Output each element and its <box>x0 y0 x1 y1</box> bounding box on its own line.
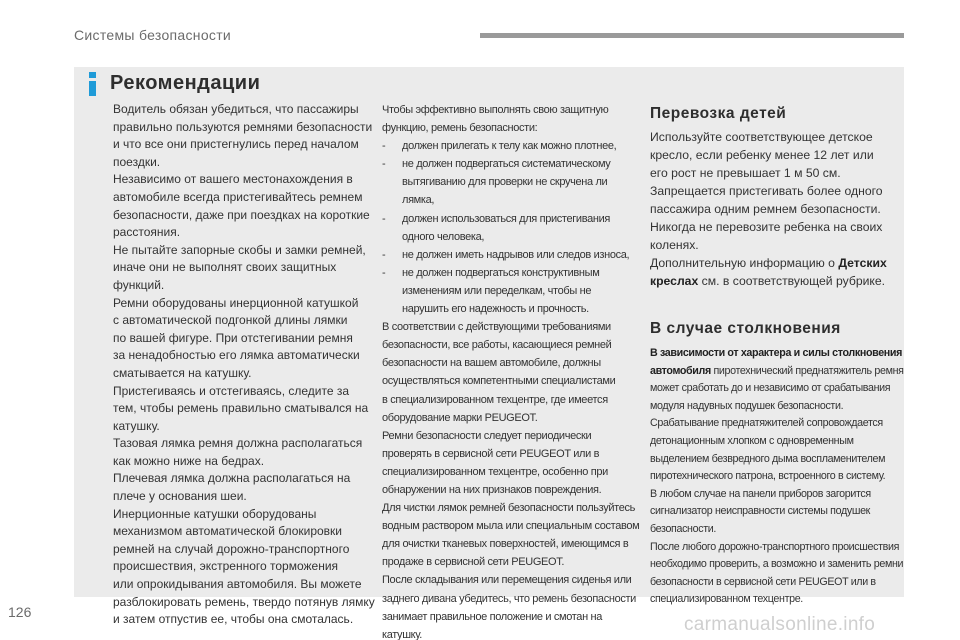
paragraph-line: или опрокидывания автомобиля. Вы можете <box>113 577 362 592</box>
paragraph-line: Запрещается пристегивать более одного <box>650 184 883 198</box>
paragraph-line: Водитель обязан убедиться, что пассажиры <box>113 102 359 116</box>
collision-line: специализированном техцентре. <box>650 593 803 606</box>
paragraph-line: осуществляться компетентными специалистами <box>382 375 616 388</box>
paragraph-line: происшествия, экстренного торможения <box>113 559 339 574</box>
child-seats-reference-line-2: креслах см. в соответствующей рубрике. <box>650 274 886 288</box>
main-title: Рекомендации <box>110 72 261 94</box>
bullet-item: - не должен иметь надрывов или следов износа, <box>382 246 632 264</box>
paragraph-line: сматывается на катушку. <box>113 365 252 380</box>
recommendations-column-2 <box>382 101 640 640</box>
bullet-continuation: лямка, <box>402 194 435 207</box>
paragraph-line: и что все они пристегнулись перед началом <box>113 137 359 152</box>
paragraph-line: как можно ниже на бедрах. <box>113 453 265 468</box>
paragraph-line: коленях. <box>650 238 699 252</box>
paragraph-line: поездки. <box>113 154 161 169</box>
page-number: 126 <box>8 604 32 620</box>
child-transport-text <box>650 128 900 290</box>
collision-line: детонационным хлопком с одновременным <box>650 434 854 447</box>
watermark: carmanualsonline.info <box>684 614 876 635</box>
paragraph-line: оборудование марки PEUGEOT. <box>382 411 538 424</box>
child-seats-reference-line-1: Дополнительную информацию о Детских <box>650 256 887 270</box>
collision-line: выделением безвредного дыма воспламенителем <box>650 452 886 465</box>
bullet-item: - не должен подвергаться систематическому <box>382 155 632 173</box>
paragraph-line: за ненадобностью его лямка автоматически <box>113 348 360 363</box>
paragraph-line: Независимо от вашего местонахождения в <box>113 172 353 187</box>
paragraph-line: безопасности на вашем автомобиле, должны <box>382 357 601 370</box>
paragraph-line: разблокировать ремень, твердо потянув лямку <box>113 594 375 609</box>
paragraph-line: пассажира одним ремнем безопасности. <box>650 202 881 216</box>
paragraph-line: Для чистки лямок ремней безопасности пользуйтесь <box>382 502 636 515</box>
paragraph-line: функцию, ремень безопасности: <box>382 122 538 135</box>
paragraph-line: плече у основания шеи. <box>113 489 247 504</box>
paragraph-line: Ремни безопасности следует периодически <box>382 429 592 442</box>
paragraph-line: Используйте соответствующее детское <box>650 130 873 144</box>
paragraph-line: механизмом автоматической блокировки <box>113 524 343 539</box>
paragraph-line: расстояния. <box>113 225 181 240</box>
paragraph-line: Не пытайте запорные скобы и замки ремней, <box>113 242 366 257</box>
collision-line: безопасности. <box>650 522 716 535</box>
paragraph-line: заднего дивана убедитесь, что ремень безопасности <box>382 592 636 605</box>
paragraph-line: с автоматической подгонкой длины лямки <box>113 313 348 328</box>
bullet-continuation: нарушить его надежность и прочность. <box>402 303 589 316</box>
paragraph-line: После складывания или перемещения сиденья или <box>382 574 632 587</box>
paragraph-line: безопасности, все работы, касающиеся ремней <box>382 339 612 352</box>
paragraph-line: проверять в сервисной сети PEUGEOT или в <box>382 447 600 460</box>
header-rule <box>480 33 904 38</box>
paragraph-line: для очистки тканевых поверхностей, имеющимся в <box>382 538 629 551</box>
child-seats-link: Детских <box>838 256 887 270</box>
bullet-item: - должен использоваться для пристегивания <box>382 210 632 228</box>
paragraph-line: обнаружении на них признаков повреждения. <box>382 483 602 496</box>
collision-line: сигнализатор неисправности системы подушек <box>650 505 870 518</box>
paragraph-line: кресло, если ребенку менее 12 лет или <box>650 148 874 162</box>
paragraph-line: В соответствии с действующими требованиями <box>382 321 611 334</box>
paragraph-line: Инерционные катушки оборудованы <box>113 506 317 521</box>
paragraph-line: иначе они не выполнят своих защитных <box>113 260 337 275</box>
bullet-continuation: одного человека, <box>402 230 485 243</box>
paragraph-line: Ремни оборудованы инерционной катушкой <box>113 295 359 310</box>
paragraph-line: в специализированном техцентре, где имеется <box>382 393 608 406</box>
paragraph-line: продаже в сервисной сети PEUGEOT. <box>382 556 565 569</box>
paragraph-line: тем, чтобы ремень правильно сматывался на <box>113 401 369 416</box>
collision-text <box>650 345 904 609</box>
paragraph-line: Плечевая лямка должна располагаться на <box>113 471 351 486</box>
paragraph-line: Пристегиваясь и отстегиваясь, следите за <box>113 383 350 398</box>
paragraph-line: катушку. <box>113 418 160 433</box>
collision-line: пиротехнического патрона, встроенного в систему. <box>650 470 886 483</box>
paragraph-line: специализированном техцентре, особенно при <box>382 465 608 478</box>
collision-line: необходимо проверить, а возможно и заменить ремни <box>650 558 904 571</box>
bullet-item: - не должен подвергаться конструктивным <box>382 264 632 282</box>
recommendations-column-1 <box>113 101 375 629</box>
paragraph-line: по вашей фигуре. При отстегивании ремня <box>113 330 353 345</box>
bullet-continuation: вытягиванию для проверки не скручена ли <box>402 176 608 189</box>
collision-heading: В случае столкновения <box>650 320 841 337</box>
paragraph-line: безопасности, даже при поездках на короткие <box>113 207 370 222</box>
info-icon <box>86 72 100 96</box>
paragraph-line: катушку. <box>382 628 423 640</box>
collision-line: В любом случае на панели приборов загорится <box>650 487 871 500</box>
bullet-item: - должен прилегать к телу как можно плотнее, <box>382 137 632 155</box>
paragraph-line: Никогда не перевозите ребенка на своих <box>650 220 883 234</box>
paragraph-line: правильно пользуются ремнями безопасности <box>113 119 373 134</box>
section-header: Системы безопасности <box>74 27 232 43</box>
paragraph-line: и затем отпустив ее, чтобы она смоталась. <box>113 612 354 627</box>
paragraph-line: Чтобы эффективно выполнять свою защитную <box>382 104 609 116</box>
paragraph-line: занимает правильное положение и смотан на <box>382 610 602 623</box>
paragraph-line: его рост не превышает 1 м 50 см. <box>650 166 841 180</box>
collision-line: безопасности в сервисной сети PEUGEOT или в <box>650 575 876 588</box>
paragraph-line: автомобиле всегда пристегивайтесь ремнем <box>113 189 363 204</box>
collision-line: Срабатывание преднатяжителей сопровождается <box>650 417 883 430</box>
paragraph-line: функций. <box>113 277 165 292</box>
collision-line: может сработать до и независимо от срабатывания <box>650 382 891 395</box>
paragraph-line: водным раствором мыла или специальным составом <box>382 520 640 533</box>
collision-line: После любого дорожно-транспортного происшествия <box>650 540 900 553</box>
bullet-continuation: изменениям или переделкам, чтобы не <box>402 284 592 297</box>
collision-line: В зависимости от характера и силы столкновения <box>650 347 903 359</box>
paragraph-line: Тазовая лямка ремня должна располагаться <box>113 436 363 451</box>
paragraph-line: ремней на случай дорожно-транспортного <box>113 541 350 556</box>
child-transport-heading: Перевозка детей <box>650 105 787 122</box>
collision-line: автомобиля пиротехнический преднатяжитель ремня <box>650 364 904 377</box>
collision-line: модуля надувных подушек безопасности. <box>650 399 844 412</box>
